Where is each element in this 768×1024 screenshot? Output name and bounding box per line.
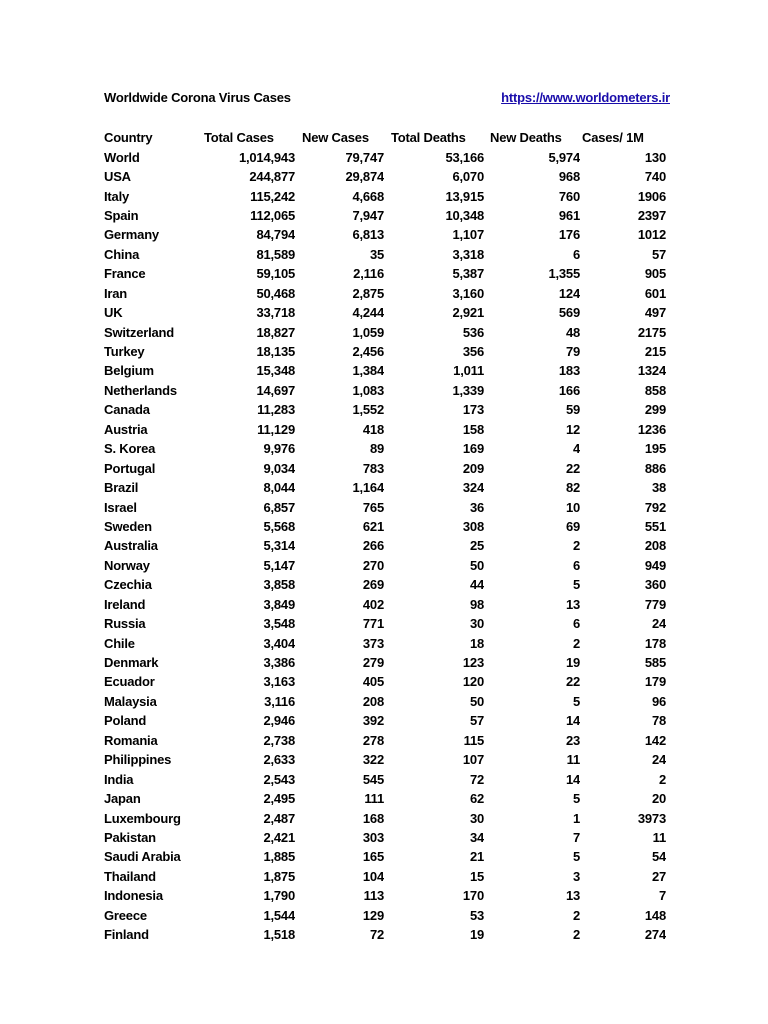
new-cases-cell: 621 bbox=[362, 518, 384, 534]
total-deaths-cell: 123 bbox=[462, 655, 484, 671]
country-cell: Romania bbox=[104, 732, 158, 748]
new-deaths-cell: 6 bbox=[572, 616, 580, 632]
table-row bbox=[104, 167, 666, 186]
new-deaths-cell: 12 bbox=[565, 421, 580, 437]
country-cell: Sweden bbox=[104, 518, 152, 534]
cases-per-1m-cell: 886 bbox=[644, 460, 666, 476]
new-cases-cell: 771 bbox=[362, 616, 384, 632]
table-row bbox=[104, 420, 666, 439]
new-cases-cell: 765 bbox=[362, 499, 384, 515]
total-cases-cell: 1,518 bbox=[263, 927, 295, 943]
total-deaths-cell: 10,348 bbox=[445, 207, 484, 223]
column-header-total-cases: Total Cases bbox=[204, 130, 274, 146]
new-cases-cell: 418 bbox=[362, 421, 384, 437]
total-cases-cell: 33,718 bbox=[256, 305, 295, 321]
cases-per-1m-cell: 274 bbox=[644, 927, 666, 943]
country-cell: Philippines bbox=[104, 752, 172, 768]
table-row bbox=[104, 245, 666, 264]
cases-per-1m-cell: 2175 bbox=[637, 324, 666, 340]
new-deaths-cell: 2 bbox=[572, 927, 580, 943]
new-cases-cell: 168 bbox=[362, 810, 384, 826]
table-row bbox=[104, 400, 666, 419]
total-deaths-cell: 18 bbox=[469, 635, 484, 651]
table-row bbox=[104, 536, 666, 555]
total-cases-cell: 11,129 bbox=[257, 421, 295, 437]
table-row bbox=[104, 750, 666, 769]
country-cell: Australia bbox=[104, 538, 158, 554]
new-cases-cell: 129 bbox=[362, 907, 384, 923]
total-cases-cell: 2,495 bbox=[263, 791, 295, 807]
total-cases-cell: 1,885 bbox=[263, 849, 295, 865]
total-deaths-cell: 169 bbox=[462, 441, 484, 457]
total-cases-cell: 1,790 bbox=[263, 888, 295, 904]
new-deaths-cell: 14 bbox=[565, 771, 580, 787]
total-cases-cell: 15,348 bbox=[256, 363, 295, 379]
table-row bbox=[104, 264, 666, 283]
total-deaths-cell: 120 bbox=[462, 674, 484, 690]
total-cases-cell: 1,544 bbox=[263, 907, 295, 923]
new-cases-cell: 1,059 bbox=[352, 324, 384, 340]
total-deaths-cell: 50 bbox=[469, 557, 484, 573]
new-cases-cell: 4,668 bbox=[352, 188, 384, 204]
table-row bbox=[104, 633, 666, 652]
country-cell: Japan bbox=[104, 791, 141, 807]
country-cell: Saudi Arabia bbox=[104, 849, 181, 865]
total-deaths-cell: 30 bbox=[469, 810, 484, 826]
country-cell: France bbox=[104, 266, 146, 282]
new-deaths-cell: 968 bbox=[558, 169, 580, 185]
new-deaths-cell: 10 bbox=[565, 499, 580, 515]
new-deaths-cell: 5 bbox=[572, 693, 580, 709]
new-deaths-cell: 7 bbox=[572, 829, 580, 845]
total-deaths-cell: 158 bbox=[462, 421, 484, 437]
country-cell: Canada bbox=[104, 402, 150, 418]
total-deaths-cell: 6,070 bbox=[452, 169, 484, 185]
table-row bbox=[104, 361, 666, 380]
new-deaths-cell: 1,355 bbox=[548, 266, 580, 282]
country-cell: Pakistan bbox=[104, 829, 156, 845]
total-deaths-cell: 209 bbox=[462, 460, 484, 476]
new-cases-cell: 7,947 bbox=[352, 207, 384, 223]
country-cell: Finland bbox=[104, 927, 149, 943]
new-deaths-cell: 22 bbox=[565, 674, 580, 690]
country-cell: S. Korea bbox=[104, 441, 156, 457]
country-cell: Thailand bbox=[104, 868, 156, 884]
total-cases-cell: 11,283 bbox=[257, 402, 295, 418]
country-cell: Greece bbox=[104, 907, 147, 923]
total-cases-cell: 2,633 bbox=[263, 752, 295, 768]
country-cell: Germany bbox=[104, 227, 159, 243]
country-cell: Ireland bbox=[104, 596, 146, 612]
table-row bbox=[104, 284, 666, 303]
table-row bbox=[104, 672, 666, 691]
cases-per-1m-cell: 57 bbox=[651, 246, 666, 262]
country-cell: Switzerland bbox=[104, 324, 175, 340]
new-deaths-cell: 82 bbox=[565, 480, 580, 496]
cases-per-1m-cell: 792 bbox=[644, 499, 666, 515]
total-cases-cell: 3,858 bbox=[263, 577, 295, 593]
new-cases-cell: 72 bbox=[369, 927, 384, 943]
total-cases-cell: 3,163 bbox=[263, 674, 295, 690]
total-deaths-cell: 53 bbox=[469, 907, 484, 923]
total-deaths-cell: 30 bbox=[469, 616, 484, 632]
country-cell: Belgium bbox=[104, 363, 154, 379]
cases-per-1m-cell: 179 bbox=[644, 674, 666, 690]
total-deaths-cell: 1,107 bbox=[452, 227, 484, 243]
column-header-country: Country bbox=[104, 130, 153, 146]
new-cases-cell: 1,552 bbox=[352, 402, 384, 418]
cases-per-1m-cell: 215 bbox=[644, 344, 666, 360]
country-cell: Turkey bbox=[104, 344, 145, 360]
table-header bbox=[104, 128, 666, 147]
table-row bbox=[104, 847, 666, 866]
total-deaths-cell: 98 bbox=[469, 596, 484, 612]
new-cases-cell: 113 bbox=[363, 888, 384, 904]
country-cell: Chile bbox=[104, 635, 135, 651]
cases-per-1m-cell: 497 bbox=[644, 305, 666, 321]
cases-per-1m-cell: 601 bbox=[644, 285, 666, 301]
cases-per-1m-cell: 949 bbox=[644, 557, 666, 573]
table-row bbox=[104, 867, 666, 886]
cases-per-1m-cell: 130 bbox=[644, 149, 666, 165]
table-row bbox=[104, 653, 666, 672]
table-row bbox=[104, 497, 666, 516]
new-cases-cell: 405 bbox=[362, 674, 384, 690]
total-cases-cell: 3,386 bbox=[263, 655, 295, 671]
total-deaths-cell: 57 bbox=[469, 713, 484, 729]
total-cases-cell: 3,404 bbox=[263, 635, 295, 651]
total-deaths-cell: 44 bbox=[469, 577, 484, 593]
total-cases-cell: 5,314 bbox=[263, 538, 295, 554]
new-cases-cell: 111 bbox=[364, 791, 384, 807]
table-row bbox=[104, 906, 666, 925]
cases-per-1m-cell: 1324 bbox=[637, 363, 666, 379]
new-deaths-cell: 166 bbox=[558, 382, 580, 398]
new-deaths-cell: 69 bbox=[565, 518, 580, 534]
country-cell: Poland bbox=[104, 713, 147, 729]
country-cell: UK bbox=[104, 305, 123, 321]
new-deaths-cell: 2 bbox=[572, 907, 580, 923]
total-deaths-cell: 19 bbox=[469, 927, 484, 943]
total-deaths-cell: 21 bbox=[469, 849, 484, 865]
total-deaths-cell: 3,160 bbox=[452, 285, 484, 301]
cases-per-1m-cell: 1906 bbox=[637, 188, 666, 204]
country-cell: Indonesia bbox=[104, 888, 163, 904]
country-cell: Russia bbox=[104, 616, 146, 632]
total-deaths-cell: 50 bbox=[469, 693, 484, 709]
table-row bbox=[104, 147, 666, 166]
new-deaths-cell: 961 bbox=[558, 207, 580, 223]
new-deaths-cell: 5 bbox=[572, 849, 580, 865]
total-cases-cell: 2,543 bbox=[263, 771, 295, 787]
total-cases-cell: 50,468 bbox=[256, 285, 295, 301]
table-row bbox=[104, 789, 666, 808]
total-deaths-cell: 1,011 bbox=[453, 363, 484, 379]
country-cell: Brazil bbox=[104, 480, 139, 496]
new-deaths-cell: 5,974 bbox=[548, 149, 580, 165]
total-deaths-cell: 2,921 bbox=[452, 305, 484, 321]
total-deaths-cell: 115 bbox=[463, 732, 484, 748]
cases-per-1m-cell: 740 bbox=[644, 169, 666, 185]
total-deaths-cell: 1,339 bbox=[452, 382, 484, 398]
new-cases-cell: 1,384 bbox=[352, 363, 384, 379]
new-cases-cell: 269 bbox=[362, 577, 384, 593]
cases-per-1m-cell: 1012 bbox=[637, 227, 666, 243]
total-cases-cell: 1,014,943 bbox=[238, 149, 295, 165]
table-row bbox=[104, 692, 666, 711]
cases-per-1m-cell: 148 bbox=[644, 907, 666, 923]
country-cell: Denmark bbox=[104, 655, 159, 671]
country-cell: Luxembourg bbox=[104, 810, 181, 826]
country-cell: USA bbox=[104, 169, 131, 185]
total-cases-cell: 59,105 bbox=[256, 266, 295, 282]
country-cell: Portugal bbox=[104, 460, 156, 476]
cases-per-1m-cell: 551 bbox=[644, 518, 666, 534]
country-cell: Norway bbox=[104, 557, 150, 573]
new-deaths-cell: 23 bbox=[565, 732, 580, 748]
table-row bbox=[104, 808, 666, 827]
country-cell: Ecuador bbox=[104, 674, 155, 690]
new-cases-cell: 1,164 bbox=[352, 480, 384, 496]
cases-per-1m-cell: 24 bbox=[651, 616, 666, 632]
total-deaths-cell: 13,915 bbox=[445, 188, 484, 204]
cases-per-1m-cell: 585 bbox=[644, 655, 666, 671]
table-row bbox=[104, 595, 666, 614]
new-cases-cell: 2,116 bbox=[353, 266, 384, 282]
new-deaths-cell: 79 bbox=[565, 344, 580, 360]
column-header-new-deaths: New Deaths bbox=[490, 130, 562, 146]
table-row bbox=[104, 886, 666, 905]
total-deaths-cell: 72 bbox=[469, 771, 484, 787]
total-cases-cell: 112,065 bbox=[250, 207, 295, 223]
cases-per-1m-cell: 2 bbox=[658, 771, 666, 787]
table-row bbox=[104, 206, 666, 225]
new-cases-cell: 373 bbox=[362, 635, 384, 651]
total-cases-cell: 18,135 bbox=[256, 344, 295, 360]
table-row bbox=[104, 614, 666, 633]
table-body bbox=[104, 147, 666, 944]
total-deaths-cell: 62 bbox=[469, 791, 484, 807]
new-cases-cell: 392 bbox=[362, 713, 384, 729]
new-cases-cell: 29,874 bbox=[345, 169, 384, 185]
country-cell: Iran bbox=[104, 285, 128, 301]
table-row bbox=[104, 225, 666, 244]
cases-per-1m-cell: 54 bbox=[651, 849, 666, 865]
total-cases-cell: 3,849 bbox=[263, 596, 295, 612]
new-deaths-cell: 19 bbox=[565, 655, 580, 671]
table-row bbox=[104, 342, 666, 361]
total-deaths-cell: 25 bbox=[469, 538, 484, 554]
new-cases-cell: 1,083 bbox=[352, 382, 384, 398]
cases-per-1m-cell: 195 bbox=[644, 441, 666, 457]
cases-table bbox=[104, 128, 666, 944]
country-cell: India bbox=[104, 771, 134, 787]
cases-per-1m-cell: 142 bbox=[644, 732, 666, 748]
total-cases-cell: 244,877 bbox=[249, 169, 295, 185]
new-cases-cell: 89 bbox=[369, 441, 384, 457]
new-cases-cell: 322 bbox=[362, 752, 384, 768]
new-deaths-cell: 2 bbox=[572, 538, 580, 554]
new-deaths-cell: 6 bbox=[572, 557, 580, 573]
total-deaths-cell: 15 bbox=[469, 868, 484, 884]
new-cases-cell: 303 bbox=[362, 829, 384, 845]
total-deaths-cell: 3,318 bbox=[452, 246, 484, 262]
new-deaths-cell: 5 bbox=[572, 791, 580, 807]
table-row bbox=[104, 517, 666, 536]
total-cases-cell: 14,697 bbox=[256, 382, 295, 398]
cases-per-1m-cell: 11 bbox=[652, 829, 666, 845]
cases-per-1m-cell: 360 bbox=[644, 577, 666, 593]
new-deaths-cell: 760 bbox=[558, 188, 580, 204]
new-deaths-cell: 4 bbox=[572, 441, 580, 457]
table-row bbox=[104, 478, 666, 497]
table-row bbox=[104, 303, 666, 322]
table-row bbox=[104, 828, 666, 847]
country-cell: China bbox=[104, 246, 140, 262]
new-deaths-cell: 14 bbox=[565, 713, 580, 729]
new-deaths-cell: 6 bbox=[572, 246, 580, 262]
cases-per-1m-cell: 299 bbox=[644, 402, 666, 418]
new-deaths-cell: 176 bbox=[558, 227, 580, 243]
cases-per-1m-cell: 20 bbox=[651, 791, 666, 807]
new-cases-cell: 2,456 bbox=[352, 344, 384, 360]
cases-per-1m-cell: 858 bbox=[644, 382, 666, 398]
total-deaths-cell: 324 bbox=[462, 480, 484, 496]
new-cases-cell: 104 bbox=[362, 868, 384, 884]
total-cases-cell: 3,116 bbox=[264, 693, 295, 709]
cases-per-1m-cell: 78 bbox=[651, 713, 666, 729]
new-deaths-cell: 59 bbox=[565, 402, 580, 418]
total-cases-cell: 2,738 bbox=[263, 732, 295, 748]
total-deaths-cell: 36 bbox=[469, 499, 484, 515]
table-row bbox=[104, 769, 666, 788]
total-cases-cell: 6,857 bbox=[263, 499, 295, 515]
cases-per-1m-cell: 3973 bbox=[637, 810, 666, 826]
total-cases-cell: 2,421 bbox=[263, 829, 295, 845]
cases-per-1m-cell: 96 bbox=[651, 693, 666, 709]
country-cell: Italy bbox=[104, 188, 130, 204]
table-row bbox=[104, 381, 666, 400]
total-cases-cell: 115,242 bbox=[250, 188, 295, 204]
new-cases-cell: 266 bbox=[362, 538, 384, 554]
country-cell: Malaysia bbox=[104, 693, 157, 709]
column-header-new-cases: New Cases bbox=[302, 130, 369, 146]
new-deaths-cell: 13 bbox=[565, 888, 580, 904]
cases-per-1m-cell: 27 bbox=[651, 868, 666, 884]
source-link[interactable]: https://www.worldometers.ir bbox=[501, 90, 670, 105]
total-deaths-cell: 34 bbox=[469, 829, 484, 845]
table-row bbox=[104, 575, 666, 594]
new-deaths-cell: 22 bbox=[565, 460, 580, 476]
new-cases-cell: 6,813 bbox=[352, 227, 384, 243]
cases-per-1m-cell: 779 bbox=[644, 596, 666, 612]
total-deaths-cell: 170 bbox=[462, 888, 484, 904]
new-cases-cell: 208 bbox=[362, 693, 384, 709]
table-row bbox=[104, 458, 666, 477]
cases-per-1m-cell: 2397 bbox=[637, 207, 666, 223]
total-cases-cell: 5,147 bbox=[263, 557, 295, 573]
cases-per-1m-cell: 24 bbox=[651, 752, 666, 768]
country-cell: World bbox=[104, 149, 140, 165]
table-row bbox=[104, 925, 666, 944]
table-row bbox=[104, 711, 666, 730]
new-cases-cell: 165 bbox=[362, 849, 384, 865]
new-cases-cell: 4,244 bbox=[352, 305, 384, 321]
total-cases-cell: 9,034 bbox=[263, 460, 295, 476]
new-cases-cell: 402 bbox=[362, 596, 384, 612]
document-title: Worldwide Corona Virus Cases bbox=[104, 90, 291, 105]
new-cases-cell: 783 bbox=[362, 460, 384, 476]
new-cases-cell: 2,875 bbox=[352, 285, 384, 301]
new-deaths-cell: 3 bbox=[572, 868, 580, 884]
new-cases-cell: 35 bbox=[369, 246, 384, 262]
total-deaths-cell: 173 bbox=[462, 402, 484, 418]
new-deaths-cell: 569 bbox=[558, 305, 580, 321]
total-cases-cell: 2,487 bbox=[263, 810, 295, 826]
total-cases-cell: 18,827 bbox=[256, 324, 295, 340]
new-cases-cell: 545 bbox=[362, 771, 384, 787]
new-cases-cell: 270 bbox=[362, 557, 384, 573]
total-cases-cell: 3,548 bbox=[263, 616, 295, 632]
cases-per-1m-cell: 178 bbox=[644, 635, 666, 651]
table-row bbox=[104, 322, 666, 341]
new-cases-cell: 79,747 bbox=[345, 149, 384, 165]
table-row bbox=[104, 186, 666, 205]
new-cases-cell: 278 bbox=[362, 732, 384, 748]
country-cell: Spain bbox=[104, 207, 139, 223]
total-cases-cell: 1,875 bbox=[263, 868, 295, 884]
new-deaths-cell: 13 bbox=[565, 596, 580, 612]
cases-per-1m-cell: 1236 bbox=[637, 421, 666, 437]
table-row bbox=[104, 439, 666, 458]
total-cases-cell: 9,976 bbox=[263, 441, 295, 457]
table-row bbox=[104, 731, 666, 750]
total-deaths-cell: 107 bbox=[462, 752, 484, 768]
country-cell: Israel bbox=[104, 499, 137, 515]
new-deaths-cell: 183 bbox=[558, 363, 580, 379]
new-deaths-cell: 48 bbox=[565, 324, 580, 340]
cases-per-1m-cell: 208 bbox=[644, 538, 666, 554]
cases-per-1m-cell: 38 bbox=[651, 480, 666, 496]
cases-per-1m-cell: 7 bbox=[658, 888, 666, 904]
total-deaths-cell: 536 bbox=[462, 324, 484, 340]
new-deaths-cell: 2 bbox=[572, 635, 580, 651]
total-deaths-cell: 5,387 bbox=[452, 266, 484, 282]
total-cases-cell: 8,044 bbox=[263, 480, 295, 496]
new-deaths-cell: 1 bbox=[572, 810, 580, 826]
new-cases-cell: 279 bbox=[362, 655, 384, 671]
total-deaths-cell: 356 bbox=[462, 344, 484, 360]
country-cell: Czechia bbox=[104, 577, 152, 593]
column-header-cases-per-1m: Cases/ 1M bbox=[582, 130, 644, 146]
new-deaths-cell: 5 bbox=[572, 577, 580, 593]
country-cell: Netherlands bbox=[104, 382, 177, 398]
total-deaths-cell: 308 bbox=[462, 518, 484, 534]
column-header-total-deaths: Total Deaths bbox=[391, 130, 466, 146]
total-cases-cell: 84,794 bbox=[256, 227, 295, 243]
total-cases-cell: 5,568 bbox=[263, 518, 295, 534]
new-deaths-cell: 11 bbox=[566, 752, 580, 768]
header-row bbox=[104, 128, 666, 147]
table-row bbox=[104, 556, 666, 575]
country-cell: Austria bbox=[104, 421, 148, 437]
total-deaths-cell: 53,166 bbox=[445, 149, 484, 165]
total-cases-cell: 2,946 bbox=[263, 713, 295, 729]
total-cases-cell: 81,589 bbox=[256, 246, 295, 262]
cases-per-1m-cell: 905 bbox=[644, 266, 666, 282]
new-deaths-cell: 124 bbox=[558, 285, 580, 301]
